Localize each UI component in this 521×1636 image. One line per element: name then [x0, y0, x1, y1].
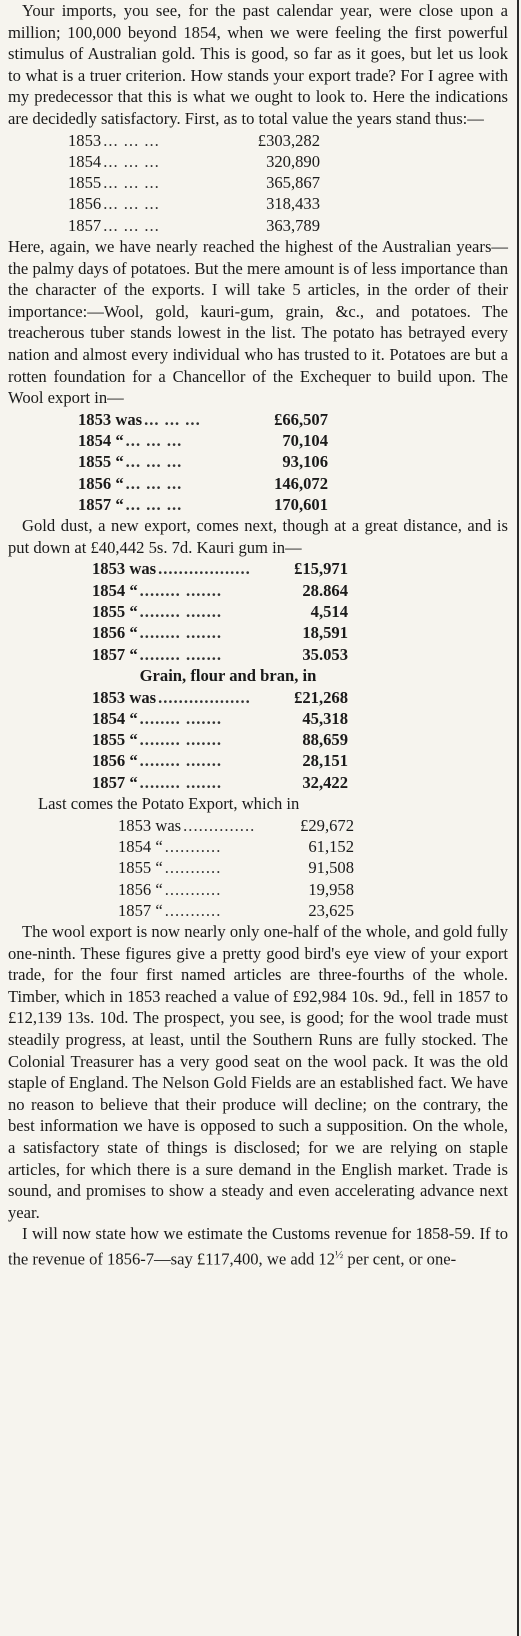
- paragraph-exports: Here, again, we have nearly reached the highest of the Australian years—the palmy days of potatoes. But the mere amount is of less importance than the character of the exports. I will take 5 articles, in the order of their importance:—Wool, gold, kauri-gum, grain, &c., and potatoes. The treacherous tuber stands lowest in the list. The potato has betrayed every nation and almost every individual who has trusted to it. Potatoes are but a rotten foundation for a Chancellor of the Exchequer to build upon. The Wool export in—: [8, 237, 508, 408]
- table-row: 1853 was .................. £21,268: [92, 687, 348, 707]
- column-rule: [517, 0, 519, 1636]
- table-row: 1855 ... ... ... 365,867: [68, 173, 320, 193]
- table-row: 1853 was .............. £29,672: [118, 815, 354, 835]
- paragraph-customs-text-b: per cent, or one-: [343, 1249, 457, 1269]
- table-row: 1854 “ ........... 61,152: [118, 836, 354, 856]
- paragraph-customs-revenue: [8, 1223, 508, 1270]
- paragraph-wool-summary-text: The wool export is now nearly only one-half of the whole, and gold fully one-ninth. These figures give a pretty good bird's eye view of your export trade, for the four first named articles are three-fourths of the whole. Timber, which in 1853 reached a value of £92,984 10s. 9d., fell in 1857 to £12,139 13s. 10d. The prospect, you see, is good; for the wool trade must steadily progress, at least, until the Southern Runs are fully stocked. The Colonial Treasurer has a very good seat on the wool pack. It was the old staple of England. The Nelson Gold Fields are an established fact. We have no reason to believe that their produce will decline; on the contrary, the best information we have is opposed to such a supposition. On the whole, a satisfactory state of things is disclosed; for we are relying on staple articles, for which there is a sure demand in the English market. Trade is sound, and promises to show a steady and even accelerating advance next year.: [8, 922, 508, 1222]
- potato-heading: Last comes the Potato Export, which in: [38, 794, 300, 814]
- table-row: 1854 ... ... ... 320,890: [68, 151, 320, 171]
- paragraph-gold-dust-text: Gold dust, a new export, comes next, though at a great distance, and is put down at £40,442 5s. 7d. Kauri gum in—: [8, 516, 508, 557]
- newspaper-column: [8, 0, 508, 1270]
- grain-heading: Grain, flour and bran, in: [139, 665, 317, 685]
- table-potato-export: [118, 815, 354, 921]
- table-row: 1854 “ ... ... ... 70,104: [78, 431, 328, 451]
- table-row: 1856 “ ... ... ... 146,072: [78, 473, 328, 493]
- table-row: 1855 “ ........ ....... 88,659: [92, 730, 348, 750]
- fraction-half: ½: [335, 1249, 344, 1262]
- paragraph-customs-text-a: I will now state how we estimate the Customs revenue for 1858-59. If to the revenue of 1856-7—say £117,400, we add 12: [8, 1224, 508, 1269]
- paragraph-wool-summary: [8, 921, 508, 1223]
- paragraph-gold-dust: [8, 515, 508, 558]
- table-wool-export: [78, 409, 328, 515]
- paragraph-imports: [8, 0, 508, 130]
- table-row: 1856 “ ........ ....... 28,151: [92, 751, 348, 771]
- table-row: 1855 “ ........... 91,508: [118, 858, 354, 878]
- paragraph-imports-text: Your imports, you see, for the past calendar year, were close upon a million; 100,000 beyond 1854, when we were feeling the first powerful stimulus of Australian gold. This is good, so far as it goes, but let us look to what is a truer criterion. How stands your export trade? For I agree with my predecessor that this is what we ought to look to. Here the indications are decidedly satisfactory. First, as to total value the years stand thus:—: [8, 1, 508, 128]
- table-row: 1853 was ... ... ... £66,507: [78, 409, 328, 429]
- table-row: 1855 “ ... ... ... 93,106: [78, 452, 328, 472]
- table-row: 1857 “ ........ ....... 32,422: [92, 772, 348, 792]
- table-row: 1856 “ ........ ....... 18,591: [92, 623, 348, 643]
- table-row: 1856 ... ... ... 318,433: [68, 194, 320, 214]
- table-kauri-gum: [92, 558, 348, 664]
- table-row: 1853 ... ... ... £303,282: [68, 130, 320, 150]
- table-row: 1857 “ ........ ....... 35.053: [92, 644, 348, 664]
- table-row: 1854 “ ........ ....... 28.864: [92, 580, 348, 600]
- table-row: 1857 “ ... ... ... 170,601: [78, 494, 328, 514]
- table-row: 1857 “ ........... 23,625: [118, 900, 354, 920]
- table-row: 1853 was .................. £15,971: [92, 559, 348, 579]
- table-grain: [92, 687, 348, 793]
- table-row: 1855 “ ........ ....... 4,514: [92, 602, 348, 622]
- table-row: 1857 ... ... ... 363,789: [68, 215, 320, 235]
- table-row: 1856 “ ........... 19,958: [118, 879, 354, 899]
- table-total-exports: [68, 130, 320, 236]
- table-row: 1854 “ ........ ....... 45,318: [92, 708, 348, 728]
